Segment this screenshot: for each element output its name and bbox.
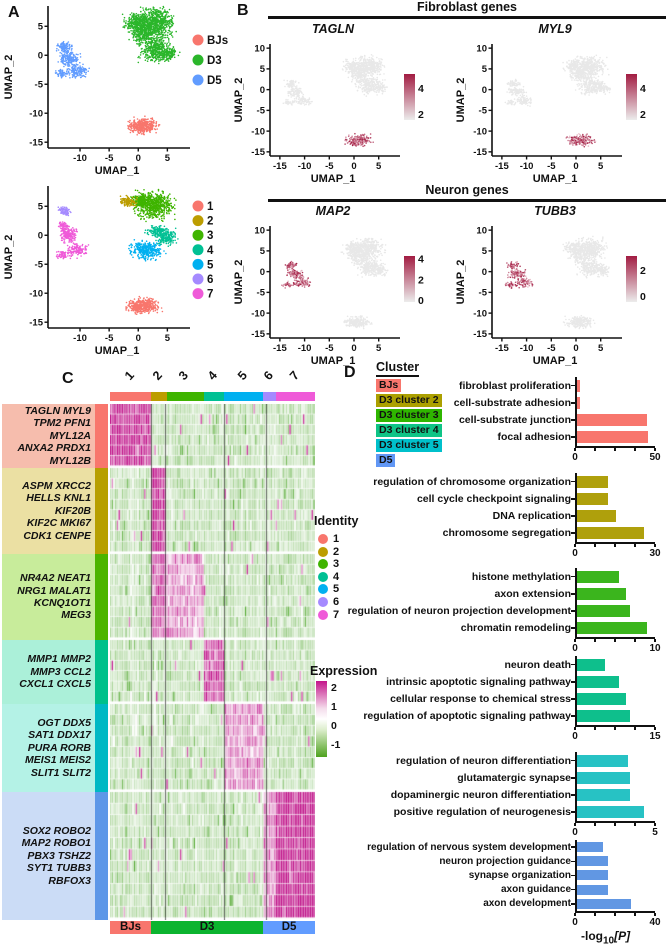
sample-bar-segment: BJs (110, 921, 151, 934)
x-axis-tick (634, 544, 635, 548)
go-bar-row (335, 568, 667, 585)
go-bar (577, 476, 608, 488)
feature-plot-tubb3 (452, 202, 668, 368)
cluster-legend-item-bjs: BJs (376, 379, 401, 392)
go-bar-row (335, 507, 667, 524)
x-axis-tick (634, 448, 635, 452)
go-bar-row (335, 490, 667, 507)
x-axis-tick (574, 544, 575, 548)
gene-label-block (2, 640, 95, 704)
go-bar (577, 397, 580, 409)
svg-text:D3: D3 (207, 55, 222, 67)
feature-plot-myl9 (452, 20, 668, 186)
go-bar (577, 659, 606, 671)
gene-label: KIF2C MKI67 (26, 517, 91, 530)
fibroblast-genes-rule (268, 16, 666, 19)
go-chart-y-axis (575, 752, 577, 822)
go-term-label: regulation of apoptotic signaling pathway (363, 710, 571, 723)
go-bar (577, 870, 608, 880)
gene-block-strip (95, 640, 108, 704)
expression-tick-label: 2 (331, 682, 337, 694)
go-chart-go-d5 (335, 840, 667, 946)
go-bar-row (335, 525, 667, 542)
x-axis-min-label: 0 (572, 917, 578, 928)
go-bar (577, 899, 632, 909)
expression-legend-title: Expression (310, 664, 378, 678)
go-chart-go-d3c5 (335, 752, 667, 847)
svg-text:UMAP_1: UMAP_1 (94, 165, 140, 177)
go-bar-row (335, 673, 667, 690)
go-bar-row (335, 804, 667, 821)
panel-a-label: A (8, 4, 20, 21)
cluster-bar-segment (224, 392, 263, 401)
x-axis-min-label: 0 (572, 547, 578, 559)
x-axis-max-label: 50 (649, 451, 661, 463)
x-axis-tick (594, 544, 595, 548)
heatmap (110, 404, 315, 920)
go-term-label: positive regulation of neurogenesis (393, 806, 571, 819)
x-axis-tick (654, 544, 655, 548)
gene-label: HELLS KNL1 (26, 492, 91, 505)
go-bar-row (335, 690, 667, 707)
x-axis-tick (614, 823, 615, 827)
go-bar (577, 510, 616, 522)
go-bar (577, 710, 631, 722)
identity-label: 6 (333, 596, 340, 608)
go-chart-y-axis (575, 840, 577, 912)
identity-dot-5 (318, 584, 328, 594)
go-term-label: axon guidance (500, 884, 571, 896)
gene-label: MMP1 MMP2 (27, 653, 91, 666)
gene-label: ASPM XRCC2 (22, 479, 91, 492)
go-term-label: regulation of nervous system development (367, 841, 571, 853)
go-bar-row (335, 377, 667, 394)
svg-text:-10: -10 (29, 108, 43, 120)
gene-label: SAT1 DDX17 (28, 729, 91, 742)
gene-label-block (2, 792, 95, 920)
go-bar (577, 693, 626, 705)
gene-label: OGT DDX5 (37, 716, 91, 729)
go-bar-row (335, 708, 667, 725)
x-axis-max-label: 5 (652, 826, 658, 838)
go-bar (577, 414, 647, 426)
go-term-label: cell cycle checkpoint signaling (416, 492, 571, 505)
x-axis-max-label: 40 (649, 917, 661, 928)
go-term-label: cell-substrate adhesion (453, 396, 571, 409)
identity-label: 5 (333, 583, 340, 596)
go-chart-go-d3c2 (333, 473, 667, 571)
gene-block-strip (95, 554, 108, 640)
x-axis-tick (634, 639, 635, 643)
sample-bar-segment: D3 (151, 921, 263, 934)
x-axis-tick (594, 727, 595, 731)
go-bar (577, 527, 645, 539)
go-chart-y-axis (575, 656, 577, 726)
go-chart-y-axis (575, 377, 577, 447)
x-axis-tick (574, 639, 575, 643)
go-term-label: chromosome segregation (442, 527, 571, 540)
umap-clusters-plot (0, 176, 236, 362)
x-axis-tick (654, 913, 655, 917)
heatmap-cluster-number: 3 (176, 368, 192, 383)
cluster-bar-segment (204, 392, 225, 401)
x-axis-max-label: 15 (649, 730, 661, 742)
go-bar (577, 856, 608, 866)
gene-label: SYT1 TUBB3 (26, 862, 91, 875)
go-bar-row (335, 786, 667, 803)
identity-label: 2 (333, 545, 340, 558)
svg-text:BJs: BJs (207, 35, 229, 47)
x-axis-tick (574, 823, 575, 827)
expression-tick-label: -1 (331, 739, 341, 751)
gene-block-strip (95, 404, 108, 468)
gene-label: MAP2 ROBO1 (21, 837, 91, 850)
go-term-label: synapse organization (468, 869, 571, 881)
gene-label: MEIS1 MEIS2 (25, 754, 91, 767)
x-axis-max-label: 10 (649, 642, 661, 654)
go-bar-row (335, 620, 667, 637)
go-bar-row (335, 868, 667, 882)
heatmap-cluster-number: 1 (121, 368, 137, 383)
gene-label-block (2, 468, 95, 554)
x-axis-tick (614, 448, 615, 452)
gene-label: NRG1 MALAT1 (17, 584, 91, 597)
go-bar (577, 755, 628, 767)
gene-label: MEG3 (61, 609, 91, 622)
go-term-label: fibroblast proliferation (458, 379, 571, 392)
x-axis-tick (654, 639, 655, 643)
expression-gradient-bar (316, 681, 327, 757)
cluster-bar-segment (276, 392, 315, 401)
gene-label: PBX3 TSHZ2 (27, 849, 91, 862)
x-axis-tick (614, 727, 615, 731)
cluster-legend-item-d3-cluster-5: D3 cluster 5 (376, 439, 442, 452)
go-bar-row (335, 883, 667, 897)
gene-label: MYL12A (49, 429, 91, 442)
gene-label: KIF20B (54, 504, 91, 517)
gene-label: MMP3 CCL2 (30, 665, 91, 678)
sample-bar-segment: D5 (263, 921, 315, 934)
go-bar-row (335, 840, 667, 854)
cluster-bar-segment (151, 392, 167, 401)
svg-text:D5: D5 (207, 75, 222, 87)
svg-text:-10: -10 (73, 153, 87, 164)
go-bar-row (335, 752, 667, 769)
cluster-bar-segment (167, 392, 204, 401)
cluster-legend-item-d5: D5 (376, 454, 395, 467)
svg-text:UMAP_2: UMAP_2 (3, 54, 15, 100)
x-axis-max-label: 30 (649, 547, 661, 559)
go-term-label: glutamatergic synapse (457, 771, 571, 784)
x-axis-min-label: 0 (572, 451, 578, 463)
umap-samples-plot (0, 0, 236, 178)
neuron-genes-title: Neuron genes (425, 183, 509, 197)
go-chart-go-d3c3 (335, 568, 667, 663)
gene-block-strip (95, 704, 108, 792)
go-chart-go-d3c4 (335, 656, 667, 751)
go-bar-row (335, 411, 667, 428)
fibroblast-genes-title: Fibroblast genes (416, 0, 518, 14)
go-bar (577, 605, 630, 617)
x-axis-tick (594, 913, 595, 917)
svg-text:-5: -5 (34, 79, 43, 91)
go-bar (577, 493, 608, 505)
svg-text:-5: -5 (104, 153, 114, 164)
identity-label: 7 (333, 608, 340, 621)
identity-label: 3 (333, 558, 340, 571)
identity-dot-3 (318, 559, 328, 569)
heatmap-cluster-number: 2 (149, 368, 165, 383)
x-axis-tick (594, 639, 595, 643)
gene-label: TPM2 PFN1 (33, 417, 91, 430)
go-bar-row (335, 656, 667, 673)
gene-label: MYL12B (49, 454, 91, 467)
x-axis-tick (614, 639, 615, 643)
panel-d-label: D (344, 364, 356, 381)
heatmap-cluster-number: 4 (204, 368, 220, 383)
gene-label-block (2, 404, 95, 468)
x-axis-tick (634, 913, 635, 917)
go-term-label: axon extension (494, 587, 571, 600)
identity-dot-4 (318, 572, 328, 582)
x-axis-tick (594, 448, 595, 452)
heatmap-cluster-number: 5 (234, 368, 250, 383)
svg-text:5: 5 (37, 21, 43, 33)
gene-label: CXCL1 CXCL5 (19, 678, 91, 691)
heatmap-cluster-bar (110, 392, 315, 401)
go-chart-go-bjs (335, 377, 667, 472)
go-bar (577, 842, 603, 852)
gene-label: NR4A2 NEAT1 (20, 572, 91, 585)
go-bar (577, 806, 644, 818)
go-bar (577, 588, 626, 600)
cluster-legend-item-d3-cluster-2: D3 cluster 2 (376, 394, 442, 407)
go-term-label: cell-substrate junction (458, 413, 571, 426)
go-term-label: DNA replication (492, 509, 571, 522)
gene-block-strip (95, 792, 108, 920)
x-axis-tick (574, 727, 575, 731)
go-term-label: regulation of chromosome organization (373, 475, 571, 488)
go-term-label: intrinsic apoptotic signaling pathway (386, 675, 571, 688)
x-axis-tick (594, 823, 595, 827)
identity-legend-title: Identity (314, 514, 359, 528)
go-term-label: histone methylation (471, 570, 571, 583)
gene-label: SOX2 ROBO2 (22, 824, 91, 837)
gene-label: KCNQ1OT1 (33, 597, 91, 609)
x-axis-tick (654, 448, 655, 452)
go-bar-row (335, 897, 667, 911)
x-axis-min-label: 0 (572, 642, 578, 654)
x-axis-tick (634, 727, 635, 731)
go-bar (577, 431, 649, 443)
go-term-label: neuron death (504, 658, 571, 671)
heatmap-cluster-number: 6 (260, 368, 276, 383)
panel-b-label: B (237, 2, 249, 19)
expression-tick-label: 1 (331, 701, 337, 713)
go-term-label: chromatin remodeling (460, 622, 571, 635)
go-term-label: focal adhesion (497, 431, 571, 444)
go-bar (577, 676, 620, 688)
identity-label: 4 (333, 570, 340, 583)
cluster-legend-item-d3-cluster-3: D3 cluster 3 (376, 409, 442, 422)
x-axis-min-label: 0 (572, 826, 578, 838)
gene-label: CDK1 CENPE (23, 529, 91, 542)
gene-label-block (2, 554, 95, 640)
cluster-legend-title: Cluster (376, 360, 419, 377)
go-bar (577, 380, 580, 392)
cluster-bar-segment (110, 392, 151, 401)
identity-dot-6 (318, 597, 328, 607)
go-chart-y-axis (575, 568, 577, 638)
go-bar-row (335, 473, 667, 490)
feature-plot-tagln (230, 20, 446, 186)
x-axis-title: $-\log_{10}[P]$ (581, 929, 631, 946)
svg-text:-15: -15 (29, 137, 43, 149)
svg-text:0: 0 (37, 50, 43, 62)
x-axis-tick (634, 823, 635, 827)
identity-dot-2 (318, 547, 328, 557)
svg-text:0: 0 (135, 153, 141, 164)
go-bar-row (335, 854, 667, 868)
go-bar (577, 772, 630, 784)
gene-label: SLIT1 SLIT2 (30, 766, 91, 779)
gene-label-block (2, 704, 95, 792)
go-bar (577, 571, 620, 583)
go-bar-row (335, 585, 667, 602)
go-term-label: regulation of neuron projection development (347, 604, 571, 617)
feature-plot-map2 (230, 202, 446, 368)
x-axis-tick (614, 913, 615, 917)
cluster-bar-segment (263, 392, 276, 401)
cluster-legend-item-d3-cluster-4: D3 cluster 4 (376, 424, 442, 437)
x-axis-tick (654, 727, 655, 731)
go-chart-y-axis (575, 473, 577, 543)
go-bar (577, 885, 608, 895)
go-bar-row (335, 769, 667, 786)
identity-dot-1 (318, 534, 328, 544)
gene-label: ANXA2 PRDX1 (17, 442, 91, 455)
x-axis-tick (654, 823, 655, 827)
x-axis-tick (574, 913, 575, 917)
identity-label: 1 (333, 533, 340, 545)
go-bar-row (335, 429, 667, 446)
go-term-label: neuron projection guidance (439, 855, 571, 867)
go-term-label: regulation of neuron differentiation (396, 754, 571, 767)
x-axis-tick (614, 544, 615, 548)
gene-label: TAGLN MYL9 (24, 404, 91, 417)
go-term-label: dopaminergic neuron differentiation (390, 788, 571, 801)
go-bar (577, 789, 630, 801)
go-bar (577, 622, 647, 634)
x-axis-min-label: 0 (572, 730, 578, 742)
expression-tick-label: 0 (331, 720, 337, 732)
svg-text:5: 5 (164, 153, 171, 164)
gene-block-strip (95, 468, 108, 554)
x-axis-tick (574, 448, 575, 452)
heatmap-sample-bar (110, 921, 315, 934)
gene-label: RBFOX3 (48, 874, 91, 887)
go-bar-row (335, 394, 667, 411)
heatmap-cluster-number: 7 (286, 368, 302, 383)
go-bar-row (335, 602, 667, 619)
identity-dot-7 (318, 610, 328, 620)
go-term-label: axon development (483, 898, 571, 910)
gene-label: PURA RORB (27, 741, 91, 754)
go-term-label: cellular response to chemical stress (390, 692, 571, 705)
panel-c-label: C (62, 370, 74, 387)
